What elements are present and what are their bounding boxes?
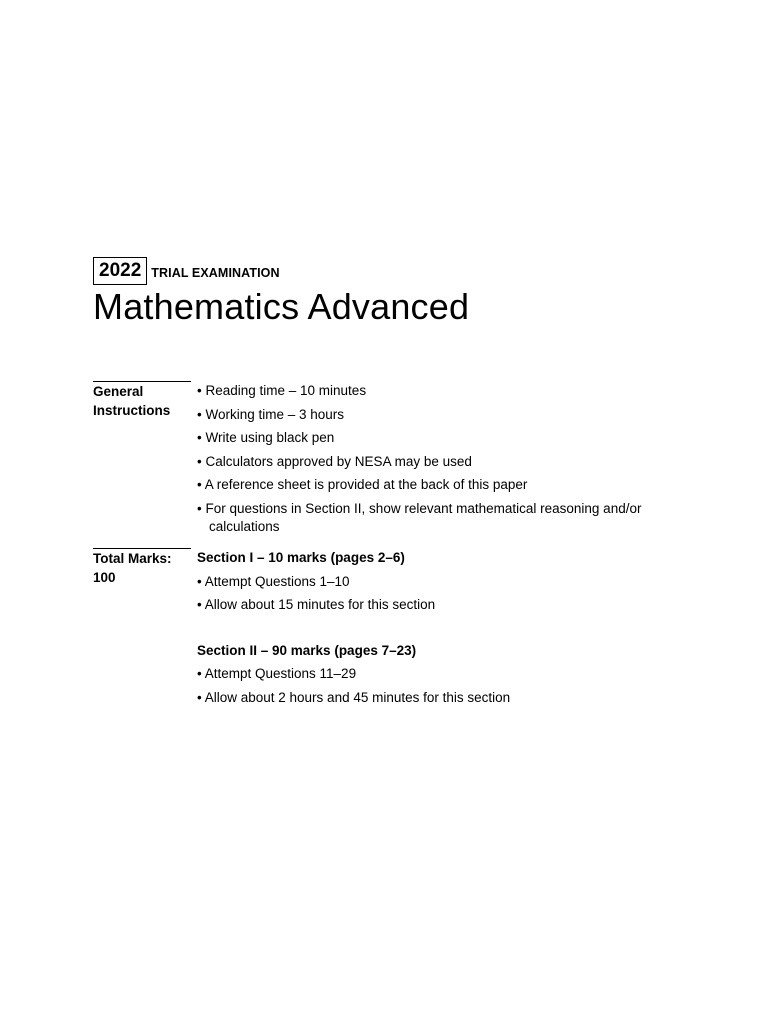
list-item: • Working time – 3 hours: [197, 406, 345, 422]
list-item: • For questions in Section II, show relevant mathematical reasoning and/or calculations: [197, 500, 642, 534]
list-item: • Reading time – 10 minutes: [197, 383, 367, 398]
marks-sections: [197, 549, 657, 712]
list-item: • Allow about 15 minutes for this section: [197, 597, 436, 612]
list-item: • A reference sheet is provided at the back of this paper: [197, 477, 528, 492]
list-item: • Allow about 2 hours and 45 minutes for this section: [197, 689, 511, 705]
list-item: • Calculators approved by NESA may be used: [197, 453, 472, 469]
general-instructions-list: [197, 382, 657, 541]
page-title: Mathematics Advanced: [93, 286, 470, 327]
general-label: General Instructions: [93, 384, 171, 418]
section2-title: Section II – 90 marks (pages 7–23): [197, 642, 417, 658]
list-item: • Attempt Questions 11–29: [197, 666, 357, 681]
list-item: • Attempt Questions 1–10: [197, 573, 350, 589]
total-marks-label: Total Marks: 100: [93, 551, 172, 585]
list-item: • Write using black pen: [197, 430, 335, 445]
section1-title: Section I – 10 marks (pages 2–6): [197, 550, 405, 565]
exam-type: TRIAL EXAMINATION: [151, 266, 280, 280]
year-badge: 2022: [93, 257, 147, 285]
exam-header: [93, 255, 280, 285]
